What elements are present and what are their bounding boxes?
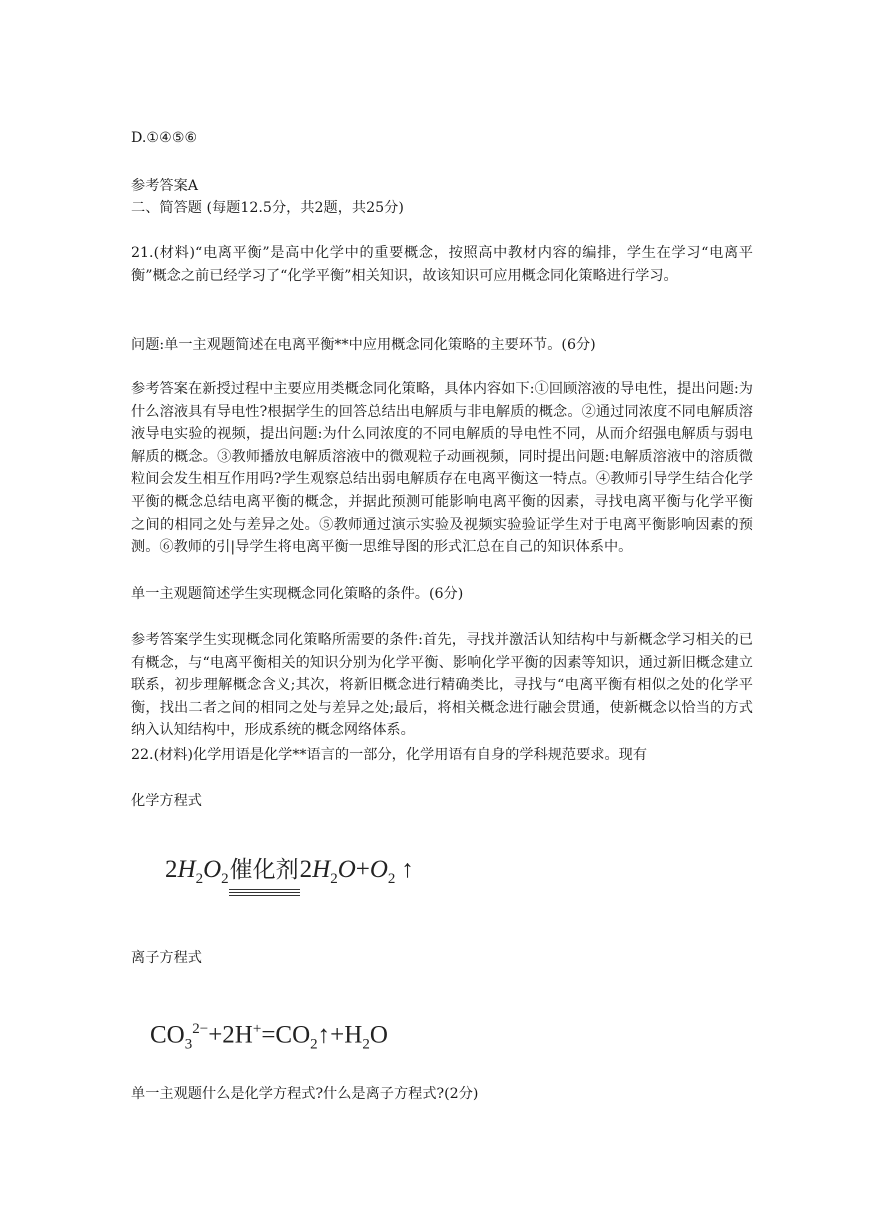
q22-material: 22.(材料)化学用语是化学**语言的一部分，化学用语有自身的学科规范要求。现有 xyxy=(131,747,648,763)
ionic-equation-image: $CO_3^{2-}+2H^+=CO_2↑+H_2O$ xyxy=(150,1021,388,1053)
section-heading: 二、简答题 (每题12.5分，共2题，共25分) xyxy=(131,200,404,216)
q22-question-1: 单一主观题什么是化学方程式?什么是离子方程式?(2分) xyxy=(131,1086,479,1102)
q21-question-2: 单一主观题简述学生实现概念同化策略的条件。(6分) xyxy=(131,586,464,602)
gas-arrow-icon: ↑ xyxy=(401,856,414,883)
chem-equation-label: 化学方程式 xyxy=(131,793,202,809)
answer-a: 参考答案A xyxy=(131,178,198,194)
q21-material: 21.(材料)“电离平衡”是高中化学中的重要概念，按照高中教材内容的编排，学生在学习“电离平衡”概念之前已经学习了“化学平衡”相关知识，故该知识可应用概念同化策略进行学习。 xyxy=(131,245,753,284)
q21-answer-1: 参考答案在新授过程中主要应用类概念同化策略，具体内容如下:①回顾溶液的导电性，提出问题:为什么溶液具有导电性?根据学生的回答总结出电解质与非电解质的概念。②通过同浓度不同电解质溶液导电实验的视频，提出问题:为什么同浓度的不同电解质的导电性不同，从而介绍强电解质与弱电解质的概念。③教师播放电解质溶液中的微观粒子动画视频，同时提出问题:电解质溶液中的溶质微粒间会发生相互作用吗?学生观察总结出弱电解质存在电离平衡这一特点。④教师引导学生结合化学平衡的概念总结电离平衡的概念，并据此预测可能影响电离平衡的因素，寻找电离平衡与化学平衡之间的相同之处与差异之处。⑤教师通过演示实验及视频实验验证学生对于电离平衡影响因素的预测。⑥教师的引|导学生将电离平衡一思维导图的形式汇总在自己的知识体系中。 xyxy=(131,381,753,556)
catalyst-label: 催化剂 xyxy=(229,850,300,890)
q21-question-1: 问题:单一主观题简述在电离平衡**中应用概念同化策略的主要环节。(6分) xyxy=(131,337,596,353)
ionic-equation-label: 离子方程式 xyxy=(131,950,202,966)
chemical-equation-image: $2H_2O_2$催化剂$2H_2O+O_2$ ↑ xyxy=(165,850,414,899)
option-d: D.①④⑤⑥ xyxy=(131,130,198,146)
q21-answer-2: 参考答案学生实现概念同化策略所需要的条件:首先，寻找并激活认知结构中与新概念学习相关的已有概念，与“电离平衡相关的知识分别为化学平衡、影响化学平衡的因素等知识，通过新旧概念建立联系，初步理解概念含义;其次，将新旧概念进行精确类比，寻找与“电离平衡有相似之处的化学平衡，找出二者之间的相同之处与差异之处;最后，将相关概念进行融会贯通，使新概念以恰当的方式纳入认知结构中，形成系统的概念网络体系。 xyxy=(131,632,753,739)
